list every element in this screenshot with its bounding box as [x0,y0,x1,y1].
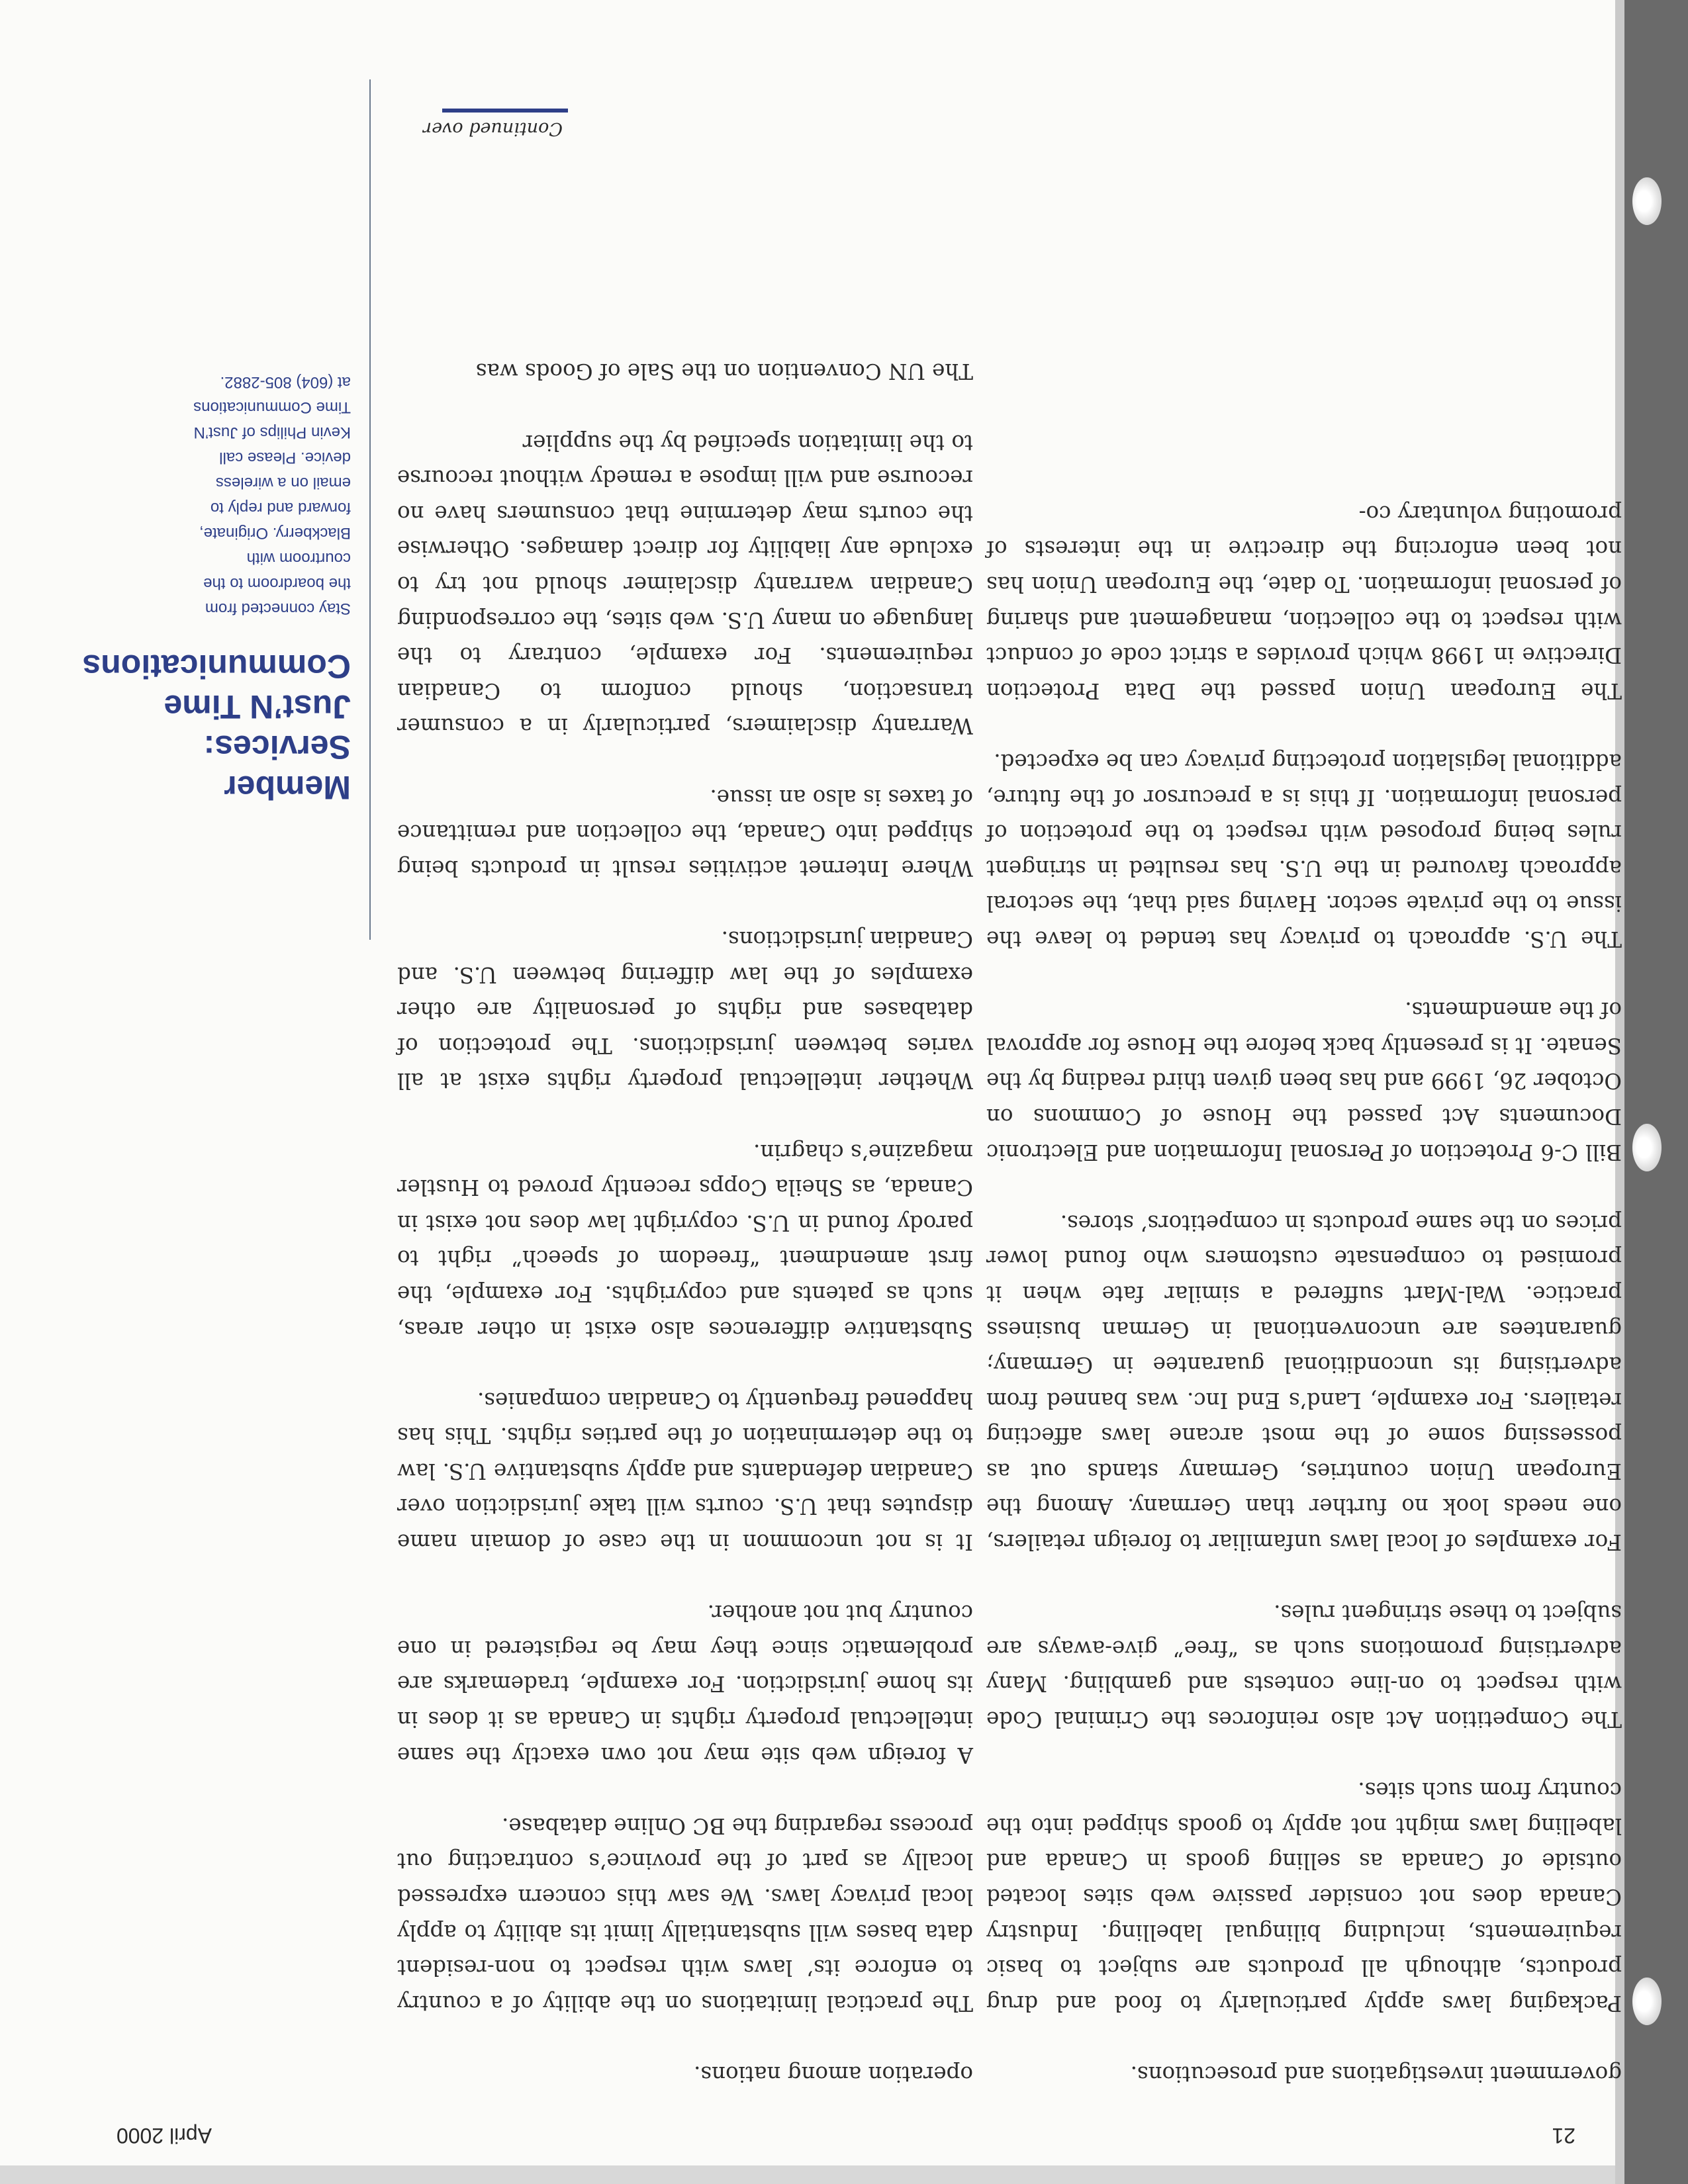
paragraph: The U.S. approach to privacy has tended to leave the issue to the private sector. Having said that, the sectoral approach favoured in the U.S. has resulted in stringent rules being proposed with respect to the protection of personal information. If this is a precursor of the future, additional legislation protecting privacy can be expected. [986,749,1622,952]
paragraph: Bill C-6 Protection of Personal Information and Electronic Documents Act passed the House of Commons on October 26, 1999 and has been given third reading by the Senate. It is presently back before the House for approval of the amendments. [986,997,1622,1165]
paragraph: Substantive differences also exist in other areas, such as patents and copyrights. For example, the first amendment “freedom of speech” right to parody found in U.S. copyright law does not exist in Canada, as Sheila Copps recently proved to Hustler magazine’s chagrin. [397,1139,973,1342]
continued-over-text: Continued over [423,118,563,139]
paragraph: The UN Convention on the Sale of Goods was [475,359,973,385]
paragraph: Whether intellectual property rights exist at all varies between jurisdictions. The protection of databases and rights of personality are other examples of the law differing between U.S. and Canadian jurisdictions. [397,927,973,1094]
paragraph: The practical limitations on the ability of a country to enforce its’ laws with respect to non-resident data bases will substantially limit its ability to apply local privacy laws. We saw this concern expressed locally as part of the province’s contracting out process regarding the BC Online database. [397,1813,973,2016]
paragraph: For examples of local laws unfamiliar to foreign retailers, one needs look no further than Germany. Among the European Union countries, Germany stands out as possessing some of the most arcane laws affecting retailers. For example, Land’s End Inc. was banned from advertising its unconditional guarantee in Germany; guarantees are unconventional in German business practice. Wal-Mart suffered a similar fate when it promised to compensate customers who found lower prices on the same products in competitors’ stores. [986,1210,1622,1555]
sidebar-body: Stay connected from the boardroom to the courtroom with Blackberry. Originate, forward and reply to email on a wireless device. Please call Kevin Philips of Just’N Time Communications at (604) 805-2882. [193,373,351,617]
paragraph: Where Internet activities result in products being shipped into Canada, the collection and remittance of taxes is also an issue. [397,784,973,881]
paragraph: government investigations and prosecutions. [1130,2062,1622,2087]
binder-hole-icon [1632,1124,1662,1171]
paragraph: The European Union passed the Data Protection Directive in 1998 which provides a strict code of conduct with respect to the collection, management and sharing of personal information. To date, the European Union has not been enforcing the directive in the interests of promoting voluntary co- [986,500,1622,704]
paragraph: Warranty disclaimers, particularly in a consumer transaction, should conform to Canadian requirements. For example, contrary to the language on many U.S. web sites, the corresponding Canadian warranty disclaimer should not try to exclude any liability for direct damages. Otherwise the courts may determine that consumers have no recourse and will impose a remedy without recourse to the limitation specified by the supplier [397,430,973,739]
article-column-a [986,495,1622,2091]
binder-hole-icon [1632,1978,1662,2025]
paragraph: operation among nations. [694,2062,973,2087]
binder-hole-icon [1632,177,1662,225]
sidebar-title: Member Services: Just’N Time Communications [82,648,351,806]
issue-date-label: April 2000 [116,2124,212,2148]
paragraph: The Competition Act also reinforces the Criminal Code with respect to on-line contests and gambling. Many advertising promotions such as “free” give-aways are subject to these stringent rules. [986,1600,1622,1733]
scan-edge-shadow [1624,0,1688,2184]
page-number-label: 21 [1552,2124,1575,2148]
paragraph: A foreign web site may not own exactly the same intellectual property rights in Canada as it does in its home jurisdiction. For example, trademarks are problematic since they may be registered in one country but not another. [397,1600,973,1768]
paragraph: Packaging laws apply particularly to food and drug products, although all products are subject to basic requirements, including bilingual labelling. Industry Canada does not consider passive web sites located outside of Canada as selling goods in Canada and labelling laws might not apply to goods shipped into the country from such sites. [986,1778,1622,2016]
paragraph: It is not uncommon in the case of domain name disputes that U.S. courts will take jurisdiction over Canadian defendants and apply substantive U.S. law to the determination of the parties rights. This has happened frequently to Canadian companies. [397,1387,973,1555]
scan-bottom-shadow [0,2165,1688,2184]
